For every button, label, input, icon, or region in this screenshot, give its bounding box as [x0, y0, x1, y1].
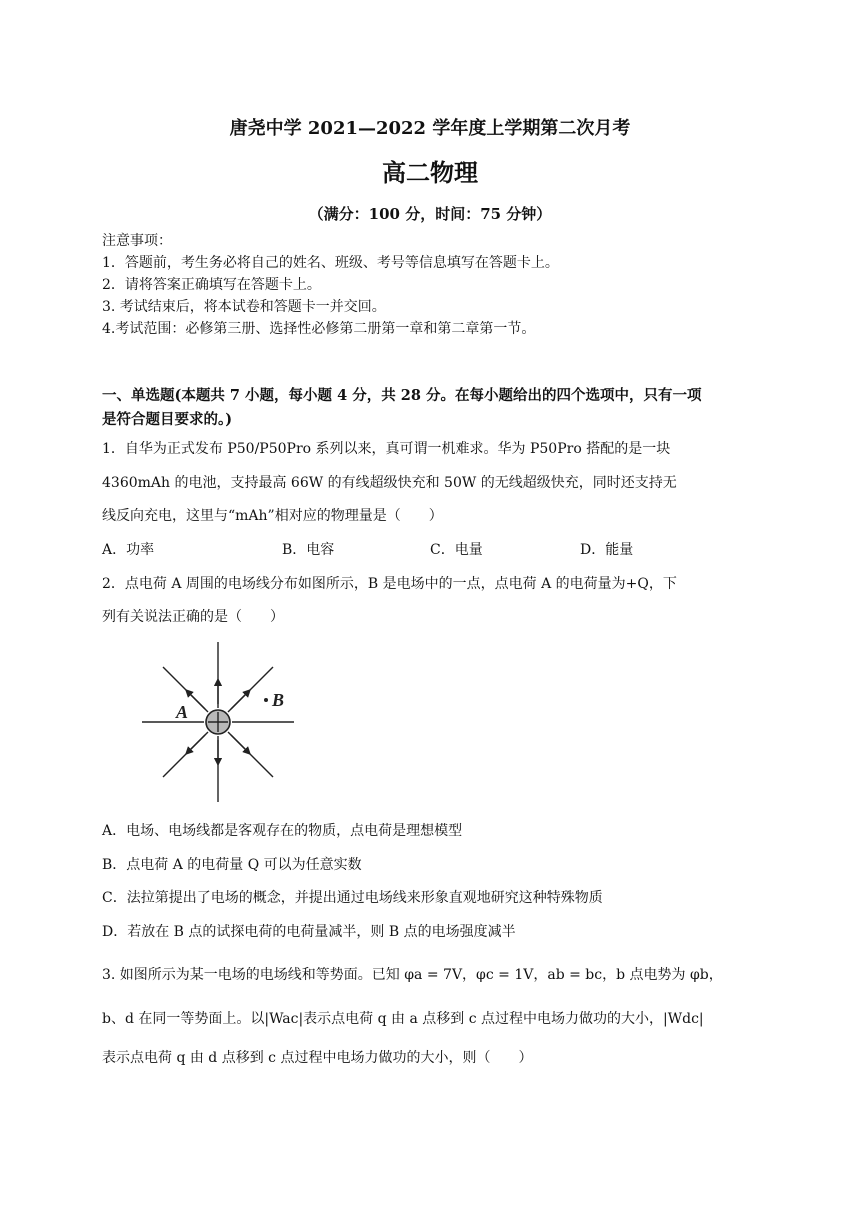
option-a: A．功率: [102, 542, 155, 558]
exam-title: 唐尧中学 2021—2022 学年度上学期第二次月考: [229, 118, 631, 139]
section-heading-cont: 是符合题目要求的。): [102, 411, 233, 428]
label-a: A: [176, 702, 189, 722]
option-b: B．电容: [282, 542, 335, 558]
note-item: 4.考试范围：必修第三册、选择性必修第二册第一章和第二章第一节。: [102, 321, 536, 337]
label-b: B: [272, 690, 285, 710]
question-text: 3. 如图所示为某一电场的电场线和等势面。已知 φa = 7V，φc = 1V，ab = bc，b 点电势为 φb，: [102, 967, 723, 983]
section-heading: 一、单选题(本题共 7 小题，每小题 4 分，共 28 分。在每小题给出的四个选项中，只有一项: [102, 387, 702, 404]
notes-heading: 注意事项：: [102, 233, 172, 249]
note-item: 1．答题前，考生务必将自己的姓名、班级、考号等信息填写在答题卡上。: [102, 255, 559, 271]
option-d: D．若放在 B 点的试探电荷的电荷量减半，则 B 点的电场强度减半: [102, 924, 516, 940]
question-text: 1．自华为正式发布 P50/P50Pro 系列以来，真可谓一机难求。华为 P50Pro 搭配的是一块: [102, 441, 671, 457]
question-text: 4360mAh 的电池，支持最高 66W 的有线超级快充和 50W 的无线超级快充，同时还支持无: [102, 475, 677, 491]
option-c: C．电量: [430, 542, 483, 558]
option-b: B．点电荷 A 的电荷量 Q 可以为任意实数: [102, 857, 362, 873]
note-item: 2．请将答案正确填写在答题卡上。: [102, 277, 321, 293]
question-text: 列有关说法正确的是（ ）: [102, 609, 284, 625]
question-text: 2．点电荷 A 周围的电场线分布如图所示，B 是电场中的一点，点电荷 A 的电荷量为+Q，下: [102, 576, 677, 592]
option-a: A．电场、电场线都是客观存在的物质，点电荷是理想模型: [102, 823, 463, 839]
question-text: 线反向充电，这里与“mAh”相对应的物理量是（ ）: [102, 508, 443, 524]
score-time: （满分：100 分，时间：75 分钟）: [308, 205, 552, 223]
option-d: D．能量: [580, 542, 634, 558]
question-text: b、d 在同一等势面上。以|Wac|表示点电荷 q 由 a 点移到 c 点过程中电场力做功的大小，|Wdc|: [102, 1011, 704, 1027]
subject-title: 高二物理: [382, 158, 478, 187]
point-b-icon: [264, 698, 268, 702]
electric-field-figure: [138, 642, 298, 802]
option-c: C．法拉第提出了电场的概念，并提出通过电场线来形象直观地研究这种特殊物质: [102, 890, 603, 906]
note-item: 3. 考试结束后，将本试卷和答题卡一并交回。: [102, 299, 386, 315]
question-text: 表示点电荷 q 由 d 点移到 c 点过程中电场力做功的大小，则（ ）: [102, 1050, 533, 1066]
